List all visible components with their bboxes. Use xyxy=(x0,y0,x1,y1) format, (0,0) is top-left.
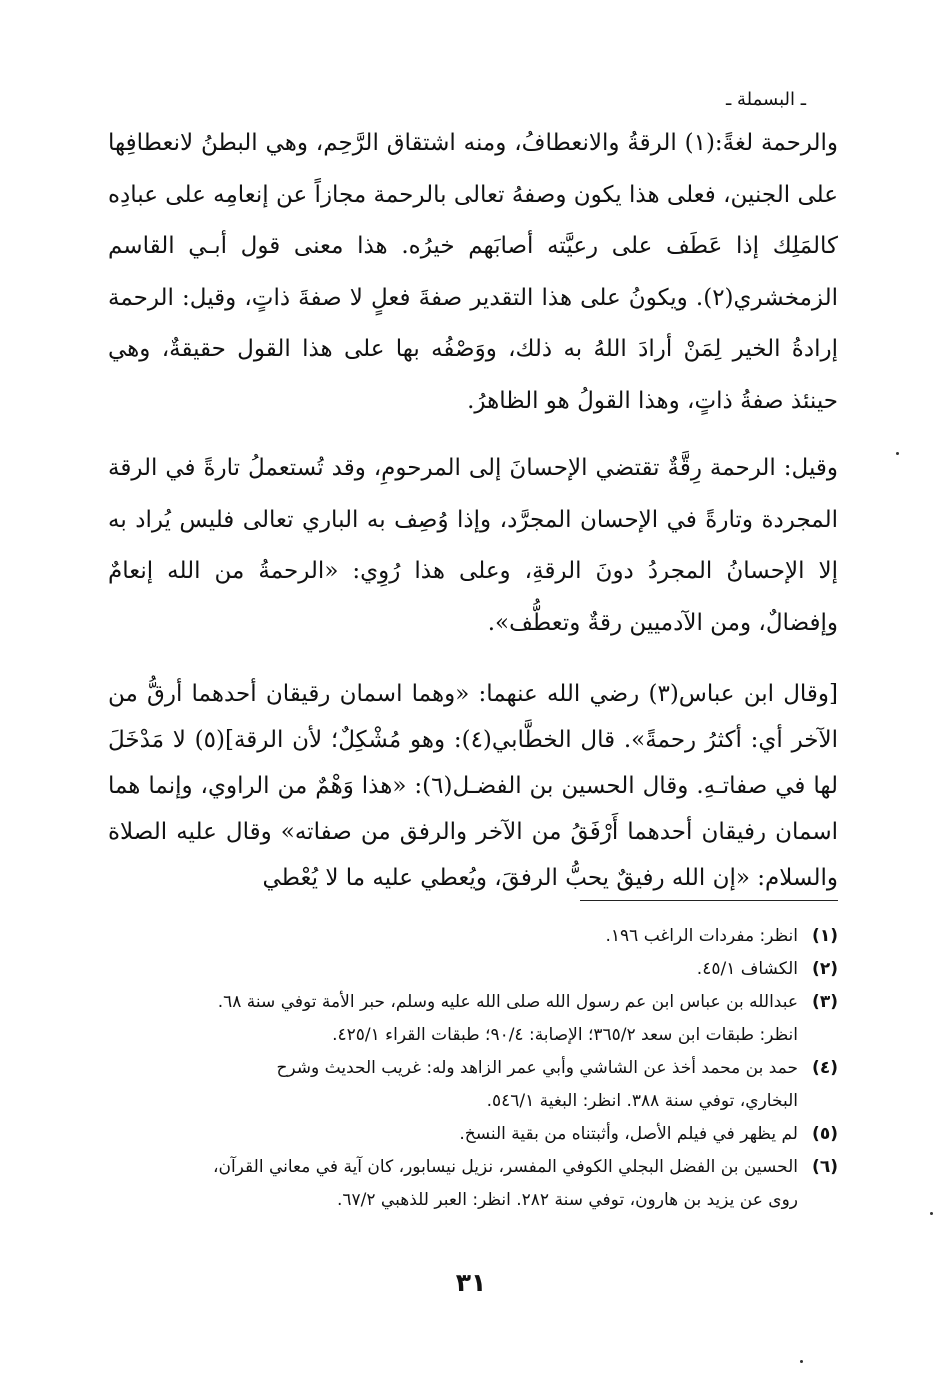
footnote-number: (٣) xyxy=(812,992,838,1012)
running-header: ـ البسملة ـ xyxy=(726,89,806,110)
footnote-text xyxy=(108,1151,798,1217)
footnote-line: حمد بن محمد أخذ عن الشاشي وأبي عمر الزاهد وله: غريب الحديث وشرح xyxy=(276,1058,798,1078)
scan-speck xyxy=(800,1360,803,1363)
footnote-line: انظر: طبقات ابن سعد ٣٦٥/٢؛ الإصابة: ٩٠/٤؛ طبقات القراء ٤٢٥/١. xyxy=(332,1025,798,1045)
footnote xyxy=(108,986,838,1052)
footnote-text xyxy=(108,986,798,1052)
footnote-line: الكشاف ٤٥/١. xyxy=(696,959,798,979)
paragraph-riqqa: وقيل: الرحمة رِقَّةٌ تقتضي الإحسانَ إلى المرحومِ، وقد تُستعملُ تارةً في الرقة المجردة وتارةً في الإحسان المجرَّد، وإذا وُصِف به الباري تعالى فليس يُراد به إلا الإحسانُ المجردُ دونَ الرقةِ، وعلى هذا رُوِي: «الرحمةُ من الله إنعامٌ وإفضالٌ، ومن الآدميين رقةٌ وتعطُّف». xyxy=(108,455,838,636)
footnote xyxy=(108,1052,838,1118)
footnotes xyxy=(108,920,838,1217)
footnote-number: (٥) xyxy=(812,1124,838,1144)
paragraph-ibn-abbas: [وقال ابن عباس(٣) رضي الله عنهما: «وهما اسمان رقيقان أحدهما أرقُّ من الآخر أي: أكثرُ رحمةً». قال الخطَّابي(٤): وهو مُشْكِلٌ؛ لأن الرقة](٥) لا مَدْخَلَ لها في صفاتـهِ. وقال الحسين بن الفضـل(٦): «هذا وَهْمٌ من الراوي، وإنما هما اسمان رفيقان أحدهما أَرْفَقُ من الآخر والرفق من صفاته» وقال عليه الصلاة والسلام: «إن الله رفيقٌ يحبُّ الرفقَ، ويُعطي عليه ما لا يُعْطي xyxy=(108,681,838,891)
footnote-number: (٤) xyxy=(812,1058,838,1078)
paragraph-rahma-lugha: والرحمة لغةً:(١) الرقةُ والانعطافُ، ومنه اشتقاق الرَّحِم، وهي البطنُ لانعطافِها على الجنين، فعلى هذا يكون وصفهُ تعالى بالرحمة مجازاً عن إنعامِه على عبادِه كالمَلِك إذا عَطَف على رعيَّته أصابَهم خيرُه. هذا معنى قول أبـي القاسم الزمخشري(٢). ويكونُ على هذا التقدير صفةَ فعلٍ لا صفةَ ذاتٍ، وقيل: الرحمة إرادةُ الخير لِمَنْ أرادَ اللهُ به ذلك، ووَصْفُه بها على هذا القول حقيقةٌ، وهي حينئذ صفةُ ذاتٍ، وهذا القولُ هو الظاهرُ. xyxy=(108,130,838,414)
footnote-divider xyxy=(580,900,838,901)
footnote-line: لم يظهر في فيلم الأصل، وأثبتناه من بقية النسخ. xyxy=(459,1124,798,1144)
scan-speck xyxy=(896,452,899,455)
footnote xyxy=(108,953,838,986)
scan-speck xyxy=(930,1212,933,1215)
footnote-text xyxy=(108,953,798,986)
footnote-text xyxy=(108,1052,798,1118)
footnote-line: انظر: مفردات الراغب ١٩٦. xyxy=(605,926,798,946)
page-number: ٣١ xyxy=(455,1268,487,1297)
main-text xyxy=(108,118,838,901)
footnote-line: البخاري، توفي سنة ٣٨٨. انظر: البغية ٥٤٦/١. xyxy=(486,1091,798,1111)
footnote-text xyxy=(108,1118,798,1151)
footnote-line: عبدالله بن عباس ابن عم رسول الله صلى الله عليه وسلم، حبر الأمة توفي سنة ٦٨. xyxy=(217,992,798,1012)
footnote xyxy=(108,1118,838,1151)
footnote-text xyxy=(108,920,798,953)
footnote-number: (٢) xyxy=(812,959,838,979)
footnote-line: الحسين بن الفضل البجلي الكوفي المفسر، نزيل نيسابور، كان آية في معاني القرآن، xyxy=(212,1157,798,1177)
footnote-number: (١) xyxy=(812,926,838,946)
footnote xyxy=(108,920,838,953)
footnote-number: (٦) xyxy=(812,1157,838,1177)
footnote xyxy=(108,1151,838,1217)
footnote-line: روى عن يزيد بن هارون، توفي سنة ٢٨٢. انظر: العبر للذهبي ٦٧/٢. xyxy=(337,1190,798,1210)
